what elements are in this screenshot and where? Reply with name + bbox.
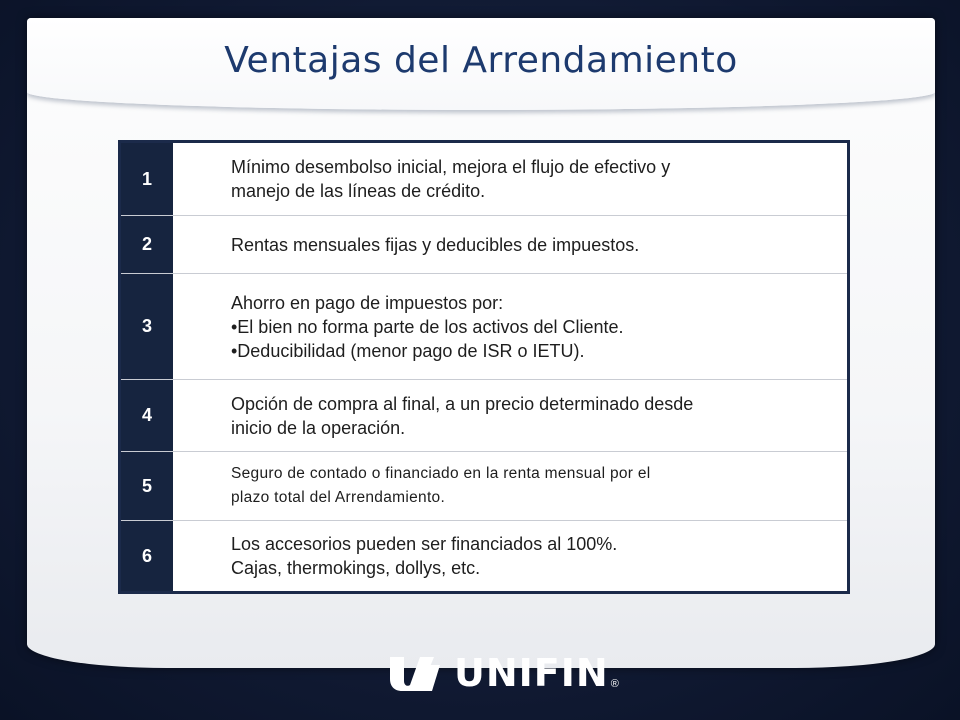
row-line: Opción de compra al final, a un precio determinado desde (231, 393, 694, 414)
row-text (173, 380, 847, 451)
page-title: Ventajas del Arrendamiento (224, 40, 738, 81)
row-text (173, 452, 847, 520)
table-row (121, 216, 847, 274)
table-row (121, 452, 847, 521)
row-text (173, 521, 847, 591)
row-line: •El bien no forma parte de los activos del Cliente. (231, 316, 624, 337)
row-text (173, 216, 847, 273)
table-row (121, 143, 847, 216)
row-line: inicio de la operación. (231, 417, 406, 438)
row-text (173, 274, 847, 379)
row-line: plazo total del Arrendamiento. (231, 489, 446, 506)
row-line: Ahorro en pago de impuestos por: (231, 292, 504, 313)
logo-wordmark: UNIFIN (454, 651, 609, 695)
row-text (173, 143, 847, 215)
row-line: Los accesorios pueden ser financiados al 100%. (231, 534, 618, 554)
advantages-table (118, 140, 850, 594)
row-line: manejo de las líneas de crédito. (231, 181, 486, 201)
row-number: 3 (121, 274, 173, 379)
title-band (27, 18, 935, 110)
unifin-logo (388, 650, 619, 696)
row-line: Mínimo desembolso inicial, mejora el flujo de efectivo y (231, 157, 671, 177)
registered-mark: ® (610, 678, 619, 690)
table-row (121, 274, 847, 380)
row-line: Cajas, thermokings, dollys, etc. (231, 558, 481, 578)
row-line: Seguro de contado o financiado en la renta mensual por el (231, 465, 651, 482)
row-number: 5 (121, 452, 173, 520)
row-line: •Deducibilidad (menor pago de ISR o IETU). (231, 340, 585, 361)
row-line: Rentas mensuales fijas y deducibles de impuestos. (231, 234, 640, 255)
row-number: 2 (121, 216, 173, 273)
table-row (121, 521, 847, 591)
table-row (121, 380, 847, 452)
unifin-logo-mark-icon (388, 651, 448, 695)
row-number: 1 (121, 143, 173, 215)
row-number: 4 (121, 380, 173, 451)
row-number: 6 (121, 521, 173, 591)
